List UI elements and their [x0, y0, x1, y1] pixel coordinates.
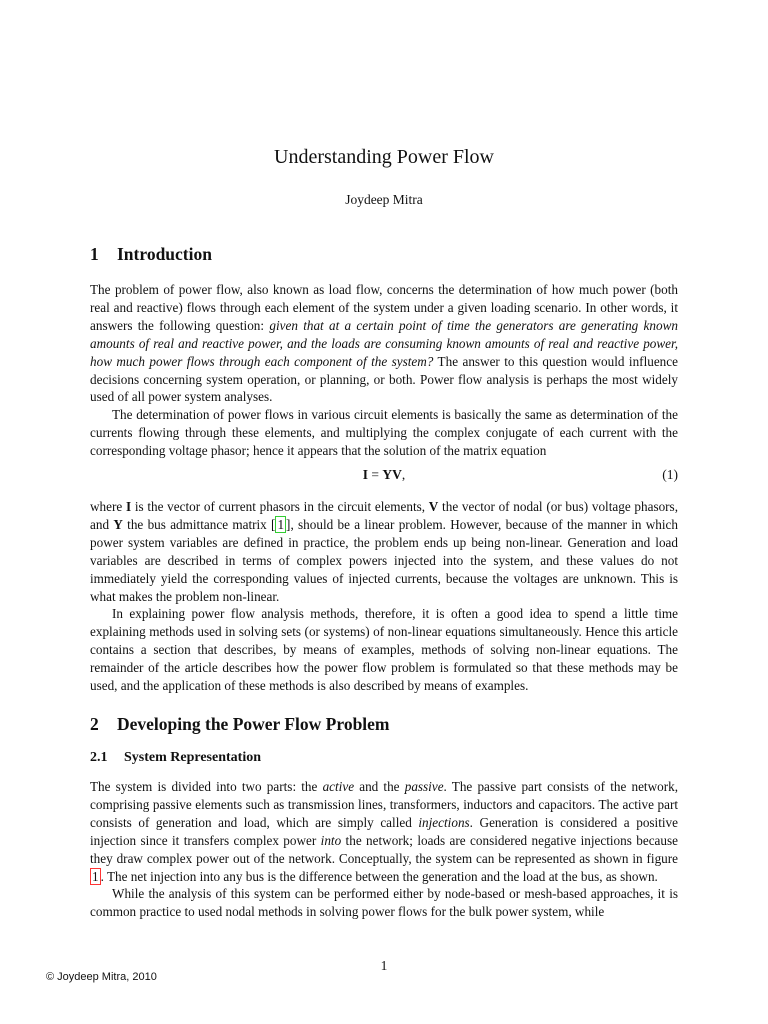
- section-title: Introduction: [117, 244, 212, 264]
- text-run: the vector of nodal (or bus) voltage phasors, and: [90, 499, 678, 532]
- intro-text-block-2: [90, 498, 678, 695]
- paper-title: Understanding Power Flow: [274, 146, 494, 168]
- text-run: The answer to this question would influence decisions concerning system operation, or planning, or both. Power flow analysis is perhaps the most widely used of all power system analyses.: [90, 353, 678, 405]
- section-title: Developing the Power Flow Problem: [117, 714, 390, 734]
- symbol-admittance: Y: [113, 516, 123, 532]
- copyright-footer: © Joydeep Mitra, 2010: [46, 971, 157, 983]
- intro-paragraph-1: [90, 281, 678, 406]
- page-number: 1: [380, 958, 388, 973]
- subsection-title: System Representation: [124, 750, 262, 765]
- system-paragraph-1: [90, 778, 678, 885]
- equation-rhs: YV: [382, 467, 402, 482]
- italic-term: active: [322, 779, 355, 794]
- equation-1: [90, 467, 678, 487]
- equation-number: (1): [662, 467, 678, 482]
- text-run: is the vector of current phasors in the circuit elements,: [131, 499, 429, 514]
- section-number: 1: [90, 244, 99, 264]
- equation-equals: =: [368, 467, 383, 482]
- text-run: the bus admittance matrix [: [122, 516, 276, 532]
- symbol-voltage: V: [428, 499, 439, 514]
- text-run: where: [90, 499, 126, 514]
- subsection-heading-system-representation: [90, 750, 261, 766]
- symbol-current: I: [125, 499, 132, 514]
- italic-term: injections: [418, 814, 470, 830]
- equation-lhs: I: [362, 467, 368, 482]
- text-run: and the: [354, 779, 405, 794]
- text-run: the network; loads are considered negative injections because they draw complex power out of the network. Conceptually, the system can be represented as shown in figure: [90, 832, 678, 866]
- subsection-number: 2.1: [90, 750, 108, 765]
- text-run: The problem of power flow, also known as load flow, concerns the determination of how much power (both real and reactive) flows through each element of the system under a given loading scenario. In other words, it answers the following question:: [90, 282, 678, 333]
- section-heading-introduction: [90, 244, 212, 265]
- figure-reference-link[interactable]: 1: [92, 868, 99, 884]
- section-number: 2: [90, 714, 99, 734]
- italic-term: into: [320, 832, 342, 848]
- section-heading-developing-power-flow: [90, 714, 390, 735]
- citation-link[interactable]: 1: [277, 516, 285, 532]
- system-representation-text-block: [90, 778, 678, 921]
- intro-paragraph-2: The determination of power flows in various circuit elements is basically the same as determination of the currents flowing through these elements, and multiplying the complex conjugate of each current with the corresponding voltage phasor; hence it appears that the solution of the matrix equation: [90, 407, 678, 459]
- intro-text-block: [90, 281, 678, 460]
- text-run: ], should be a linear problem. However, because of the manner in which power system variables are defined in practice, the problem ends up being non-linear. Generation and load variables are described in terms of complex powers injected into the system, and these values do not immediately yield the corresponding values of injected currents, because the voltages are unknown. This is what makes the problem non-linear.: [90, 516, 678, 604]
- intro-paragraph-4: In explaining power flow analysis methods, therefore, it is often a good idea to spend a little time explaining methods used in solving sets (or systems) of non-linear equations simultaneously. Hence this article contains a section that describes, by means of examples, methods of solving non-linear equations. The remainder of the article describes how the power flow problem is formulated so that these methods may be used, and the application of these methods is also described by means of examples.: [90, 606, 678, 694]
- text-run: The system is divided into two parts: the: [90, 779, 323, 794]
- equation-comma: ,: [401, 467, 406, 482]
- text-run: . The net injection into any bus is the difference between the generation and the load at the bus, as shown.: [100, 868, 658, 884]
- text-run: . Generation is considered a positive injection since it transfers complex power: [90, 814, 678, 848]
- intro-paragraph-3: [90, 498, 678, 605]
- system-paragraph-2: While the analysis of this system can be performed either by node-based or mesh-based approaches, it is common practice to used nodal methods in solving power flows for the bulk power system, while: [90, 886, 678, 920]
- text-run: . The passive part consists of the network, comprising passive elements such as transmission lines, transformers, inductors and capacitors. The active part consists of generation and load, which are simply called: [90, 779, 678, 830]
- italic-question: given that at a certain point of time the generators are generating known amounts of real and reactive power, and the loads are consuming known amounts of real and reactive power, how much power flows through each component of the system?: [90, 317, 678, 369]
- equation-body: [90, 467, 678, 483]
- italic-term: passive: [404, 779, 444, 794]
- paper-author: Joydeep Mitra: [345, 192, 423, 207]
